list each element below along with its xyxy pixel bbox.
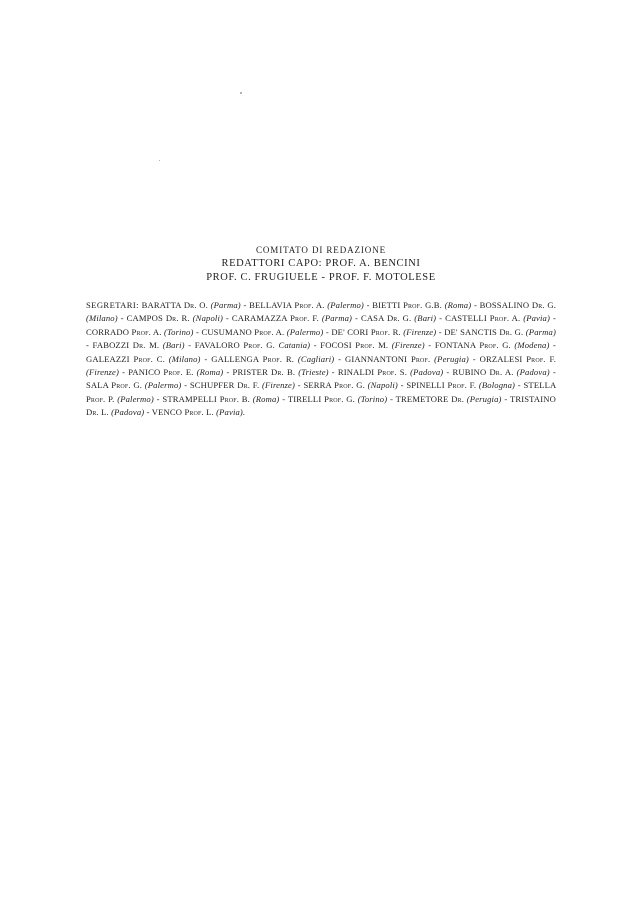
editorial-committee [86,243,556,420]
secretaries-label: SEGRETARI: [86,300,139,310]
secretary-name: CARAMAZZA [231,313,288,324]
secretary-entry [86,380,181,390]
secretary-city: (Padova) [516,367,550,378]
secretary-title: Prof. B. [219,393,250,404]
secretary-title: Prof. A. [131,326,162,337]
secretary-name: RUBINO [452,367,487,378]
secretary-name: FOCOSI [320,340,352,351]
secretary-entry [406,380,515,390]
secretary-city: (Trieste) [298,367,329,378]
secretary-name: CAMPOS [126,313,163,324]
secretary-name: RINALDI [337,367,375,378]
secretary-title: Dr. O. [183,300,208,310]
secretary-city: (Parma) [525,326,556,337]
secretary-name: CUSUMANO [201,326,252,337]
secretary-name: BOSSALINO [479,300,530,310]
secretary-entry [361,313,436,323]
secretary-city: (Perugia) [434,353,469,364]
secretary-entry [249,300,364,310]
secretary-name: CORRADO [86,326,130,337]
secretary-title: Prof. [410,353,431,364]
secretary-title: Prof. F. [290,313,319,324]
secretary-title: Dr. A. [489,367,514,378]
secretary-title: Dr. [451,393,464,404]
secretary-entry [320,340,425,350]
secretary-name: FAVALORO [194,340,240,351]
secretary-name: GIANNANTONI [344,353,408,364]
secretary-city: (Pavia). [216,407,246,418]
secretary-entry [453,367,550,377]
secretary-city: (Torino) [357,393,388,404]
secretary-entry [93,340,185,350]
secretary-city: (Milano) [168,353,201,364]
secretary-city: (Bari) [414,313,437,324]
secretary-city: (Roma) [252,393,280,404]
secretary-title: Prof. G. [334,380,365,391]
secretary-city: (Firenze) [86,367,120,378]
scan-speck [159,160,160,161]
secretary-city: (Padova) [410,367,444,378]
secretary-city: (Pavia) [523,313,551,324]
secretary-title: Dr. G. [386,313,412,324]
secretary-title: Prof. R. [370,326,401,337]
secretary-title: Prof. L. [184,407,214,418]
secretary-name: TRISTAINO [509,393,556,404]
secretary-entry [190,380,295,390]
secretary-title: Prof. A. [254,326,285,337]
secretary-name: GALLENGA [211,353,259,364]
secretary-city: (Napoli) [192,313,223,324]
secretary-name: DE' CORI [331,326,369,337]
secretary-title: Dr. L. [86,407,109,418]
secretary-title: Prof. P. [86,393,115,404]
secretary-city: (Roma) [196,367,224,378]
secretary-name: VENCO [151,407,183,418]
secretary-title: Dr. R. [165,313,190,324]
secretary-title: Dr. G. [499,326,524,337]
secretary-city: (Parma) [321,313,353,324]
secretary-title: Prof. G. [324,393,355,404]
secretary-title: Prof. E. [163,367,194,378]
secretary-name: ORZALESI [479,353,523,364]
secretaries-list: SEGRETARI: BARATTA Dr. O. (Parma) - BELLAVIA Prof. A. (Palermo) - BIETTI Prof. G.B. (Roma) - BOSSALINO Dr. G. (Milano) - CAMPOS Dr. R. (Napoli) - CARAMAZZA Prof. F. (Parma) - CASA Dr. G. (Bari) - CASTELLI Prof. A. (Pavia) - CORRADO Prof. A. (Torino) - CUSUMANO Prof. A. (Palermo) - DE' CORI Prof. R. (Firenze) - DE' SANCTIS Dr. G. (Parma) - FABOZZI Dr. M. (Bari) - FAVALORO Prof. G. Catania) - FOCOSI Prof. M. (Firenze) - FONTANA Prof. G. (Modena) - GALEAZZI Prof. C. (Milano) - GALLENGA Prof. R. (Cagliari) - GIANNANTONI Prof. (Perugia) - ORZALESI Prof. F. (Firenze) - PANICO Prof. E. (Roma) - PRISTER Dr. B. (Trieste) - RINALDI Prof. S. (Padova) - RUBINO Dr. A. (Padova) - SALA Prof. G. (Palermo) - SCHUPFER Dr. F. (Firenze) - SERRA Prof. G. (Napoli) - SPINELLI Prof. F. (Bologna) - STELLA Prof. P. (Palermo) - STRAMPELLI Prof. B. (Roma) - TIRELLI Prof. G. (Torino) - TREMETORE Dr. (Perugia) - TRISTAINO Dr. L. (Padova) - VENCO Prof. L. (Pavia). [86,300,557,418]
secretary-name: CASTELLI [445,313,487,324]
secretary-name: FONTANA [434,340,476,351]
secretary-name: PANICO [128,367,161,378]
secretary-city: (Cagliari) [297,353,335,364]
secretary-name: CASA [360,313,384,324]
secretary-city: (Palermo) [327,300,364,310]
secretary-city: (Firenze) [391,340,425,351]
secretary-name: SCHUPFER [189,380,235,391]
secretary-title: Prof. C. [133,353,165,364]
secretary-entry [86,327,194,337]
secretary-city: (Modena) [514,340,550,351]
secretary-entry [338,367,443,377]
secretary-city: (Palermo) [144,380,182,391]
secretary-title: Dr. M. [132,340,160,351]
secretary-entry [372,300,471,310]
secretary-entry [232,313,352,323]
secretary-city: (Firenze) [262,380,296,391]
scan-speck [240,92,242,94]
secretary-title: Prof. G. [111,380,143,391]
secretary-city: (Palermo) [286,326,324,337]
secretary-name: SERRA [303,380,332,391]
secretary-entry [128,367,223,377]
secretary-title: Dr. F. [237,380,260,391]
secretary-name: TIRELLI [287,393,322,404]
secretary-title: Prof. G.B. [403,300,442,310]
secretary-title: Prof. M. [355,340,389,351]
secretary-entry [331,327,436,337]
secretary-entry [435,340,550,350]
secretary-entry [444,327,556,337]
secretary-name: BELLAVIA [249,300,292,310]
secretary-city: (Parma) [210,300,241,310]
secretary-entry [288,394,387,404]
secretary-entry [303,380,397,390]
secretary-name: BARATTA [141,300,182,310]
secretary-entry [195,340,311,350]
secretary-title: Dr. G. [531,300,556,310]
secretary-city: (Perugia) [466,393,502,404]
secretary-name: GALEAZZI [86,353,130,364]
chief-editors-line: PROF. C. FRUGIUELE - PROF. F. MOTOLESE [206,272,436,283]
secretary-name: STRAMPELLI [162,393,217,404]
secretary-city: (Bari) [162,340,185,351]
secretary-entry [233,367,329,377]
secretary-title: Prof. A. [294,300,325,310]
committee-title: COMITATO DI REDAZIONE [255,245,386,255]
secretary-entry [162,394,279,404]
chief-editors-line: REDATTORI CAPO: PROF. A. BENCINI [221,258,421,269]
secretary-title: Dr. B. [271,367,296,378]
secretary-entry [445,313,550,323]
secretary-name: TREMETORE [395,393,449,404]
secretary-entry [86,354,201,364]
secretary-title: Prof. G. [479,340,511,351]
secretary-entry [127,313,223,323]
secretary-city: Catania) [278,340,311,351]
secretary-entry [396,394,502,404]
secretary-entry [152,407,245,417]
secretary-name: SPINELLI [406,380,445,391]
secretary-city: (Napoli) [367,380,398,391]
secretary-name: DE' SANCTIS [444,326,497,337]
secretary-city: (Firenze) [403,326,437,337]
secretary-entry [345,354,469,364]
secretary-title: Prof. S. [377,367,408,378]
secretary-title: Prof. R. [262,353,295,364]
secretary-title: Prof. F. [526,353,556,364]
secretary-title: Prof. A. [489,313,521,324]
secretary-title: Prof. F. [447,380,477,391]
secretary-name: SALA [86,380,109,391]
secretary-city: (Palermo) [117,393,154,404]
secretary-city: (Roma) [444,300,472,310]
secretary-name: BIETTI [372,300,401,310]
secretary-city: (Torino) [163,326,194,337]
secretary-city: (Bologna) [478,380,516,391]
secretary-entry [201,327,323,337]
secretary-title: Prof. G. [243,340,275,351]
secretary-city: (Milano) [86,313,118,324]
secretary-name: PRISTER [232,367,268,378]
secretary-name: FABOZZI [92,340,130,351]
secretary-entry [211,354,334,364]
secretary-entry [142,300,241,310]
secretary-name: STELLA [523,380,556,391]
secretary-city: (Padova) [111,407,145,418]
